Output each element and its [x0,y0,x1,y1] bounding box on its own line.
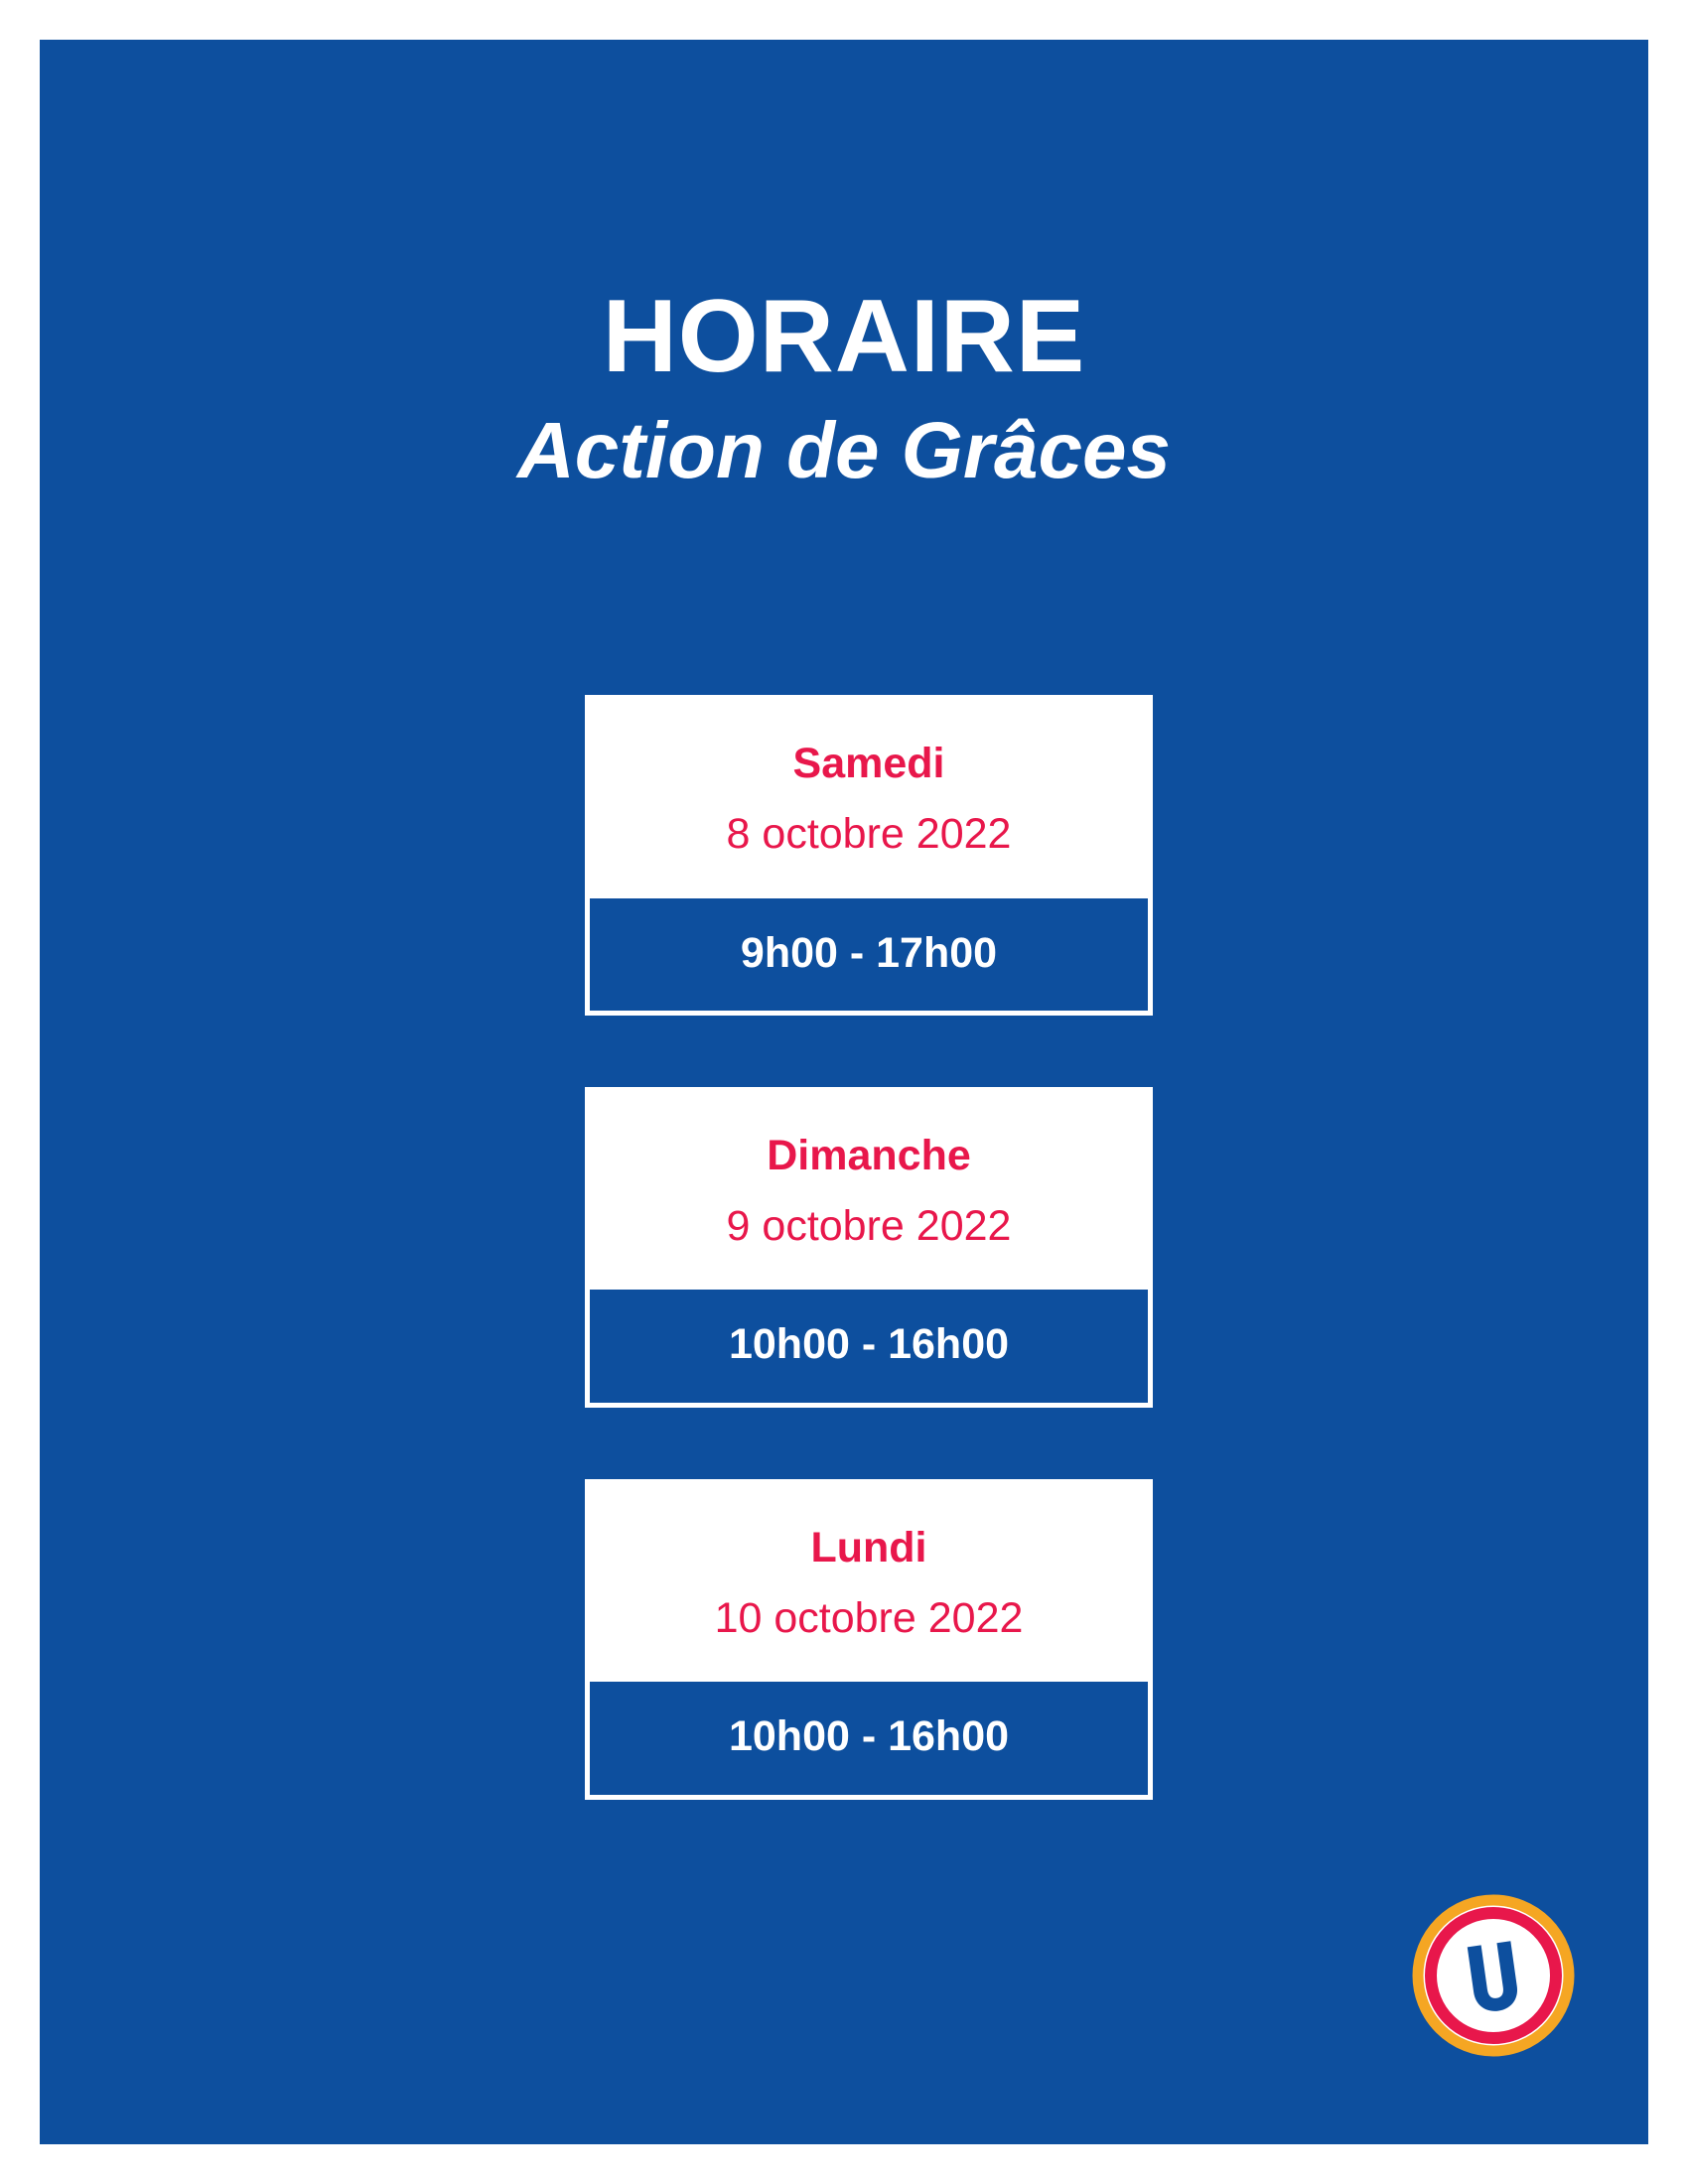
schedule-hours-label: 9h00 - 17h00 [740,928,998,977]
schedule-hours-label: 10h00 - 16h00 [728,1712,1010,1761]
schedule-card-hours [585,1290,1153,1407]
schedule-card [585,1479,1153,1800]
schedule-day-label: Samedi [792,740,945,787]
page-title: HORAIRE [602,279,1086,394]
schedule-card [585,695,1153,1016]
u-logo [1410,1892,1577,2059]
poster-canvas [40,40,1648,2144]
schedule-hours-label: 10h00 - 16h00 [728,1320,1010,1369]
schedule-card-hours [585,1682,1153,1799]
schedule-date-label: 8 octobre 2022 [726,810,1012,859]
schedule-card-header [585,1479,1153,1683]
schedule-date-label: 10 octobre 2022 [714,1594,1024,1643]
schedule-card-header [585,695,1153,898]
schedule-card [585,1087,1153,1408]
page-subtitle: Action de Grâces [516,406,1171,495]
schedule-day-label: Dimanche [767,1131,971,1179]
schedule-card-hours [585,898,1153,1016]
schedule-card-header [585,1087,1153,1291]
schedule-date-label: 9 octobre 2022 [726,1202,1012,1251]
schedule-day-label: Lundi [810,1523,927,1571]
schedule-list [585,695,1153,1871]
poster-header [40,279,1648,498]
